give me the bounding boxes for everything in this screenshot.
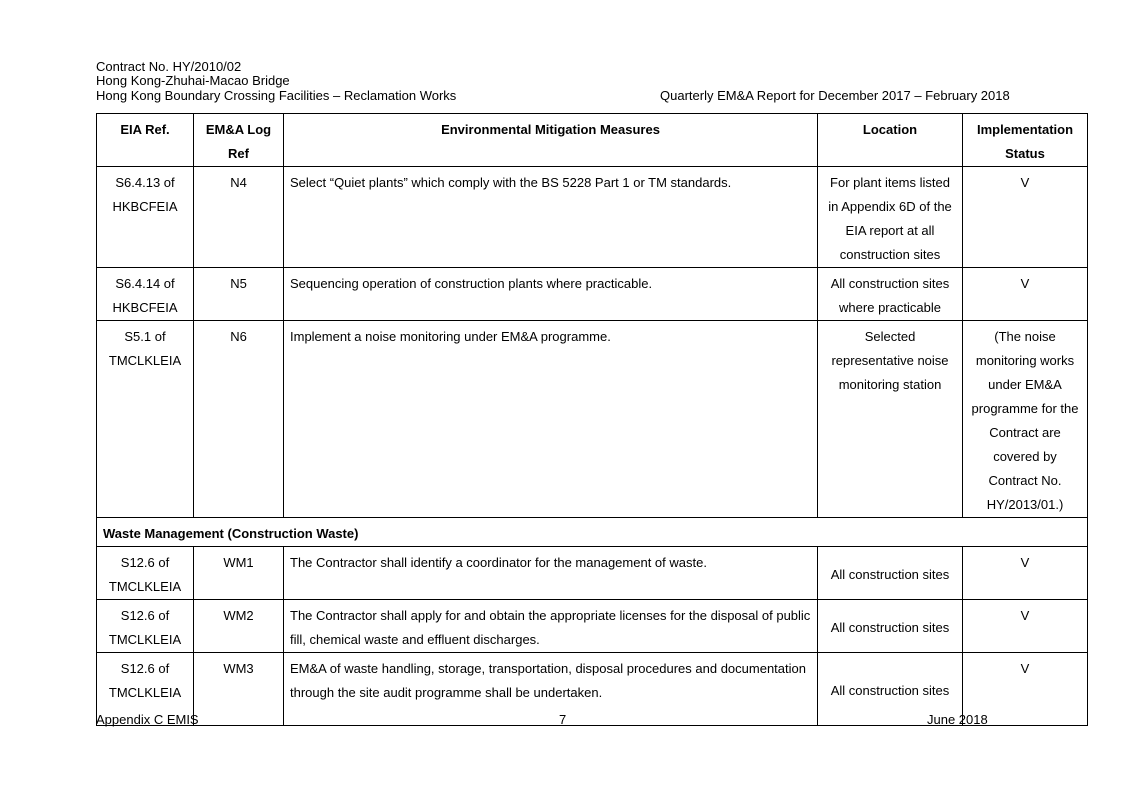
status-cell: V — [963, 600, 1088, 653]
column-header-status: Implementation Status — [963, 114, 1088, 167]
location-cell: All construction sites where practicable — [818, 268, 963, 321]
table-row — [97, 547, 1088, 600]
column-header-log-ref: EM&A Log Ref — [194, 114, 284, 167]
status-cell: V — [963, 167, 1088, 268]
eia-ref-cell: S6.4.14 of HKBCFEIA — [97, 268, 194, 321]
table-row — [97, 321, 1088, 518]
section-header-row — [97, 518, 1088, 547]
eia-ref-cell: S5.1 of TMCLKLEIA — [97, 321, 194, 518]
location-cell: For plant items listed in Appendix 6D of the EIA report at all construction sites — [818, 167, 963, 268]
column-header-measures: Environmental Mitigation Measures — [284, 114, 818, 167]
log-ref-cell: N6 — [194, 321, 284, 518]
status-cell: V — [963, 653, 1088, 726]
measure-cell: The Contractor shall identify a coordinator for the management of waste. — [284, 547, 818, 600]
location-cell: All construction sites — [818, 653, 963, 726]
table-row — [97, 600, 1088, 653]
page-number: 7 — [559, 712, 567, 727]
status-cell: (The noise monitoring works under EM&A programme for the Contract are covered by Contract No. HY/2013/01.) — [963, 321, 1088, 518]
table-row — [97, 268, 1088, 321]
report-title: Quarterly EM&A Report for December 2017 – February 2018 — [660, 88, 1010, 103]
section-title: Waste Management (Construction Waste) — [97, 518, 1088, 547]
log-ref-cell: N4 — [194, 167, 284, 268]
footer-date: June 2018 — [927, 712, 988, 727]
project-name: Hong Kong-Zhuhai-Macao Bridge — [96, 73, 290, 88]
contract-number: Contract No. HY/2010/02 — [96, 59, 242, 74]
column-header-eia-ref: EIA Ref. — [97, 114, 194, 167]
log-ref-cell: WM3 — [194, 653, 284, 726]
measure-cell: EM&A of waste handling, storage, transportation, disposal procedures and documentation through the site audit programme shall be undertaken. — [284, 653, 818, 726]
log-ref-cell: WM1 — [194, 547, 284, 600]
column-header-location: Location — [818, 114, 963, 167]
status-cell: V — [963, 268, 1088, 321]
location-cell: All construction sites — [818, 547, 963, 600]
measure-cell: The Contractor shall apply for and obtain the appropriate licenses for the disposal of public fill, chemical waste and effluent discharges. — [284, 600, 818, 653]
project-subtitle: Hong Kong Boundary Crossing Facilities – Reclamation Works — [96, 88, 457, 103]
eia-ref-cell: S12.6 of TMCLKLEIA — [97, 653, 194, 726]
eia-ref-cell: S12.6 of TMCLKLEIA — [97, 547, 194, 600]
log-ref-cell: N5 — [194, 268, 284, 321]
location-cell: Selected representative noise monitoring station — [818, 321, 963, 518]
table-header-row — [97, 114, 1088, 167]
location-cell: All construction sites — [818, 600, 963, 653]
measure-cell: Implement a noise monitoring under EM&A programme. — [284, 321, 818, 518]
eia-ref-cell: S12.6 of TMCLKLEIA — [97, 600, 194, 653]
measure-cell: Sequencing operation of construction plants where practicable. — [284, 268, 818, 321]
eia-ref-cell: S6.4.13 of HKBCFEIA — [97, 167, 194, 268]
footer-appendix: Appendix C EMIS — [96, 712, 199, 727]
emis-table — [96, 113, 1088, 726]
table-row — [97, 167, 1088, 268]
status-cell: V — [963, 547, 1088, 600]
log-ref-cell: WM2 — [194, 600, 284, 653]
measure-cell: Select “Quiet plants” which comply with the BS 5228 Part 1 or TM standards. — [284, 167, 818, 268]
